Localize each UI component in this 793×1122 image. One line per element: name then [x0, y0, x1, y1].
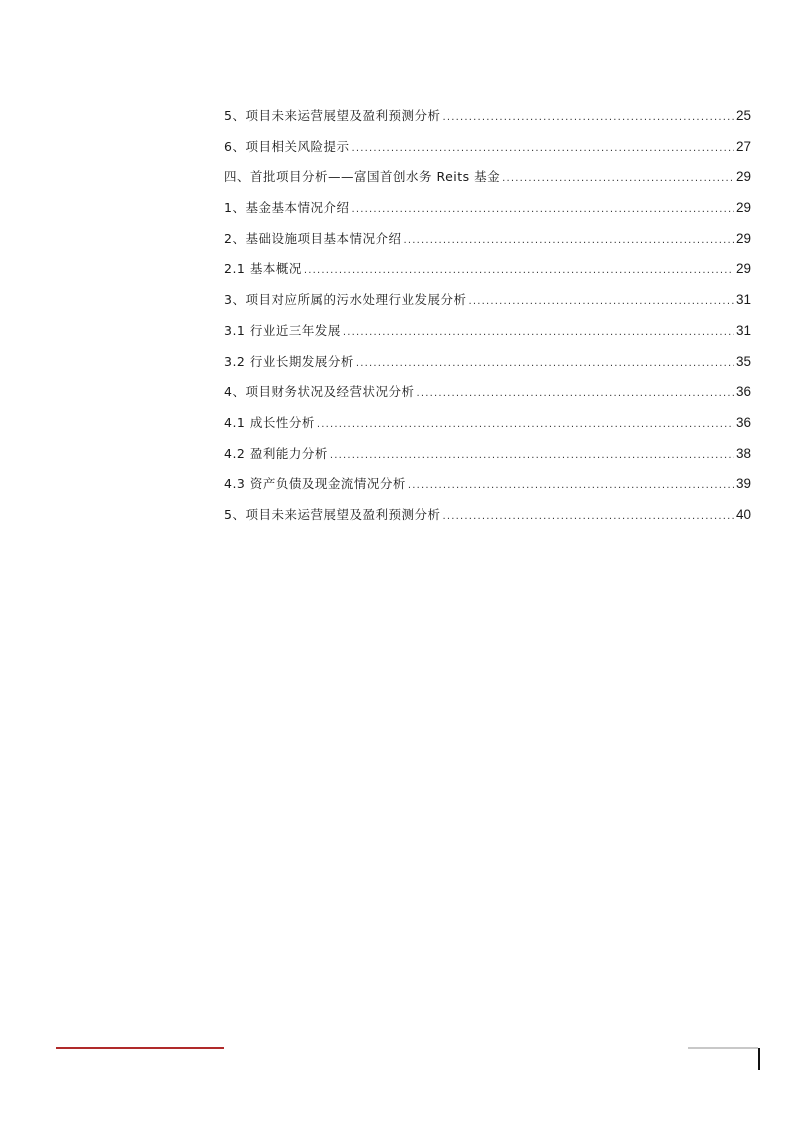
- toc-leader-dots: [416, 382, 734, 406]
- toc-leader-dots: [317, 413, 734, 437]
- toc-entry-page: 29: [735, 230, 751, 246]
- toc-entry-page: 36: [735, 414, 751, 430]
- toc-entry-label: 2.1 基本概况: [224, 261, 302, 277]
- toc-entry[interactable]: [224, 503, 751, 534]
- toc-entry[interactable]: [224, 350, 751, 381]
- toc-entry[interactable]: [224, 196, 751, 227]
- footer-left-rule: [56, 1047, 224, 1049]
- toc-entry-page: 29: [735, 200, 751, 216]
- toc-leader-dots: [502, 167, 734, 191]
- toc-entry[interactable]: [224, 380, 751, 411]
- footer-right-rule: [688, 1047, 758, 1049]
- toc-entry-page: 35: [735, 353, 751, 369]
- toc-entry-label: 4.1 成长性分析: [224, 414, 315, 430]
- toc-entry-page: 25: [735, 108, 751, 123]
- toc-entry-page: 29: [735, 169, 751, 185]
- toc-entry-label: 5、项目未来运营展望及盈利预测分析: [224, 506, 441, 522]
- toc-entry-page: 29: [735, 261, 751, 277]
- toc-entry-label: 5、项目未来运营展望及盈利预测分析: [224, 108, 441, 123]
- toc-entry[interactable]: [224, 135, 751, 166]
- toc-entry-label: 3.1 行业近三年发展: [224, 322, 341, 338]
- toc-entry-page: 38: [735, 445, 751, 461]
- toc-entry-label: 2、基础设施项目基本情况介绍: [224, 230, 402, 246]
- toc-entry-page: 27: [735, 138, 751, 154]
- toc-leader-dots: [356, 352, 734, 376]
- toc-leader-dots: [442, 106, 734, 130]
- table-of-contents: [224, 104, 751, 534]
- toc-entry[interactable]: [224, 257, 751, 288]
- toc-leader-dots: [343, 321, 734, 345]
- toc-entry-label: 四、首批项目分析——富国首创水务 Reits 基金: [224, 169, 501, 185]
- toc-entry-label: 1、基金基本情况介绍: [224, 200, 350, 216]
- toc-entry[interactable]: [224, 319, 751, 350]
- toc-entry-page: 36: [735, 384, 751, 400]
- toc-leader-dots: [330, 444, 734, 468]
- toc-entry[interactable]: [224, 411, 751, 442]
- toc-entry[interactable]: [224, 227, 751, 258]
- toc-entry-label: 6、项目相关风险提示: [224, 138, 350, 154]
- toc-entry-page: 40: [735, 506, 751, 522]
- toc-entry-label: 4、项目财务状况及经营状况分析: [224, 384, 415, 400]
- toc-entry-page: 39: [735, 476, 751, 492]
- toc-entry[interactable]: [224, 104, 751, 135]
- toc-entry-label: 3、项目对应所属的污水处理行业发展分析: [224, 292, 467, 308]
- toc-entry-page: 31: [735, 322, 751, 338]
- toc-entry-label: 4.3 资产负债及现金流情况分析: [224, 476, 406, 492]
- toc-entry[interactable]: [224, 472, 751, 503]
- toc-leader-dots: [351, 137, 734, 161]
- toc-entry-label: 4.2 盈利能力分析: [224, 445, 328, 461]
- toc-entry[interactable]: [224, 442, 751, 473]
- toc-leader-dots: [468, 290, 734, 314]
- toc-leader-dots: [403, 229, 734, 253]
- toc-leader-dots: [408, 474, 734, 498]
- toc-entry-page: 31: [735, 292, 751, 308]
- toc-leader-dots: [351, 198, 734, 222]
- toc-leader-dots: [442, 505, 734, 529]
- footer-page-marker: [758, 1048, 760, 1070]
- toc-entry[interactable]: [224, 288, 751, 319]
- toc-entry-label: 3.2 行业长期发展分析: [224, 353, 354, 369]
- toc-leader-dots: [304, 259, 734, 283]
- toc-entry[interactable]: [224, 165, 751, 196]
